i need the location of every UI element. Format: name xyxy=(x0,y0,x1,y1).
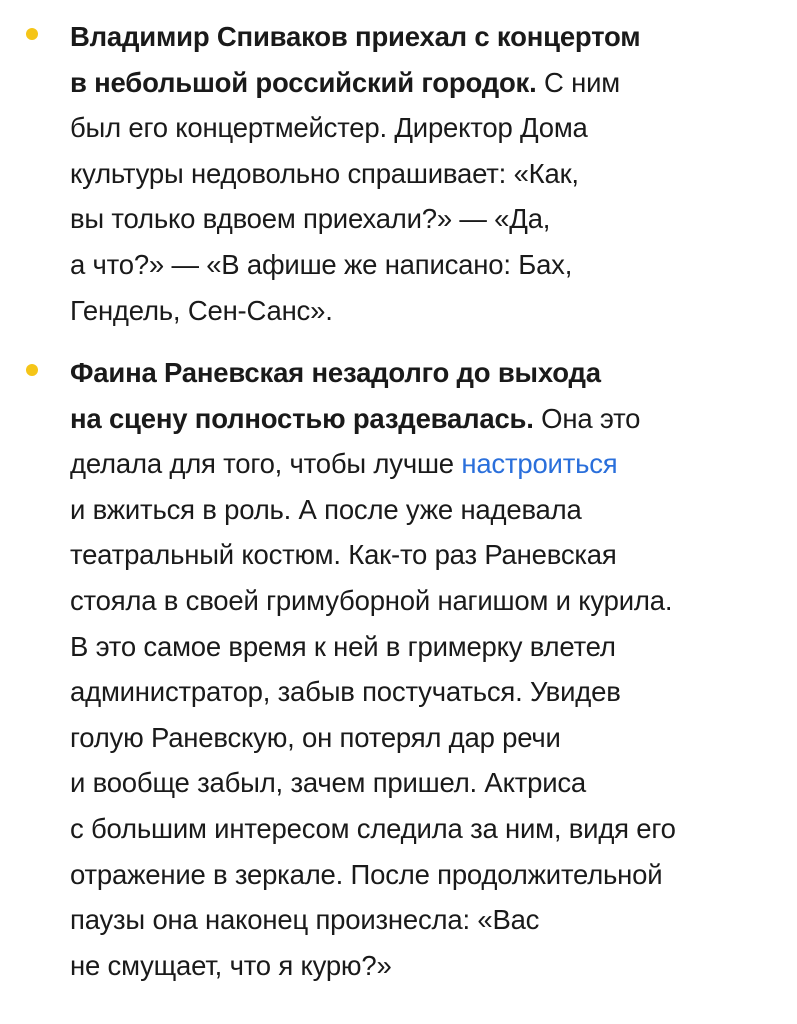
text-line: культуры недовольно спрашивает: «Как, xyxy=(70,157,579,189)
body-text: С ним xyxy=(536,66,620,98)
text-line xyxy=(70,60,797,106)
text-line: Гендель, Сен-Санс». xyxy=(70,294,333,326)
text-line: театральный костюм. Как-то раз Раневская xyxy=(70,539,617,571)
text-line: паузы она наконец произнесла: «Вас xyxy=(70,904,540,936)
nastroitsya-link[interactable]: настроиться xyxy=(461,448,618,480)
lead-phrase: в небольшой российский городок. xyxy=(70,66,537,98)
text-line xyxy=(70,14,797,60)
body-text: делала для того, чтобы лучше xyxy=(70,448,462,480)
text-line: с большим интересом следила за ним, видя его xyxy=(70,812,676,844)
lead-phrase: Владимир Спиваков приехал с концертом xyxy=(70,21,641,52)
text-line: не смущает, что я курю?» xyxy=(70,949,392,981)
text-line: администратор, забыв постучаться. Увидев xyxy=(70,676,621,708)
lead-phrase: на сцену полностью раздевалась. xyxy=(70,402,534,434)
text-line: стояла в своей гримуборной нагишом и курила. xyxy=(70,584,673,616)
text-line xyxy=(70,350,797,396)
bullet-dot-icon xyxy=(26,28,38,40)
lead-phrase: Фаина Раневская незадолго до выхода xyxy=(70,357,601,388)
text-line: был его концертмейстер. Директор Дома xyxy=(70,112,588,144)
list-item xyxy=(70,14,797,333)
list-item xyxy=(70,350,797,988)
text-line: а что?» — «В афише же написано: Бах, xyxy=(70,248,573,280)
text-line: вы только вдвоем приехали?» — «Да, xyxy=(70,203,551,235)
text-line: и вообще забыл, зачем пришел. Актриса xyxy=(70,767,586,799)
text-line xyxy=(70,396,797,442)
bullet-dot-icon xyxy=(26,364,38,376)
text-line xyxy=(70,441,797,487)
body-text: Она это xyxy=(533,402,641,434)
text-line: голую Раневскую, он потерял дар речи xyxy=(70,721,561,753)
text-line: и вжиться в роль. А после уже надевала xyxy=(70,493,582,525)
text-line: В это самое время к ней в гримерку влетел xyxy=(70,630,616,662)
text-line: отражение в зеркале. После продолжительной xyxy=(70,858,663,890)
